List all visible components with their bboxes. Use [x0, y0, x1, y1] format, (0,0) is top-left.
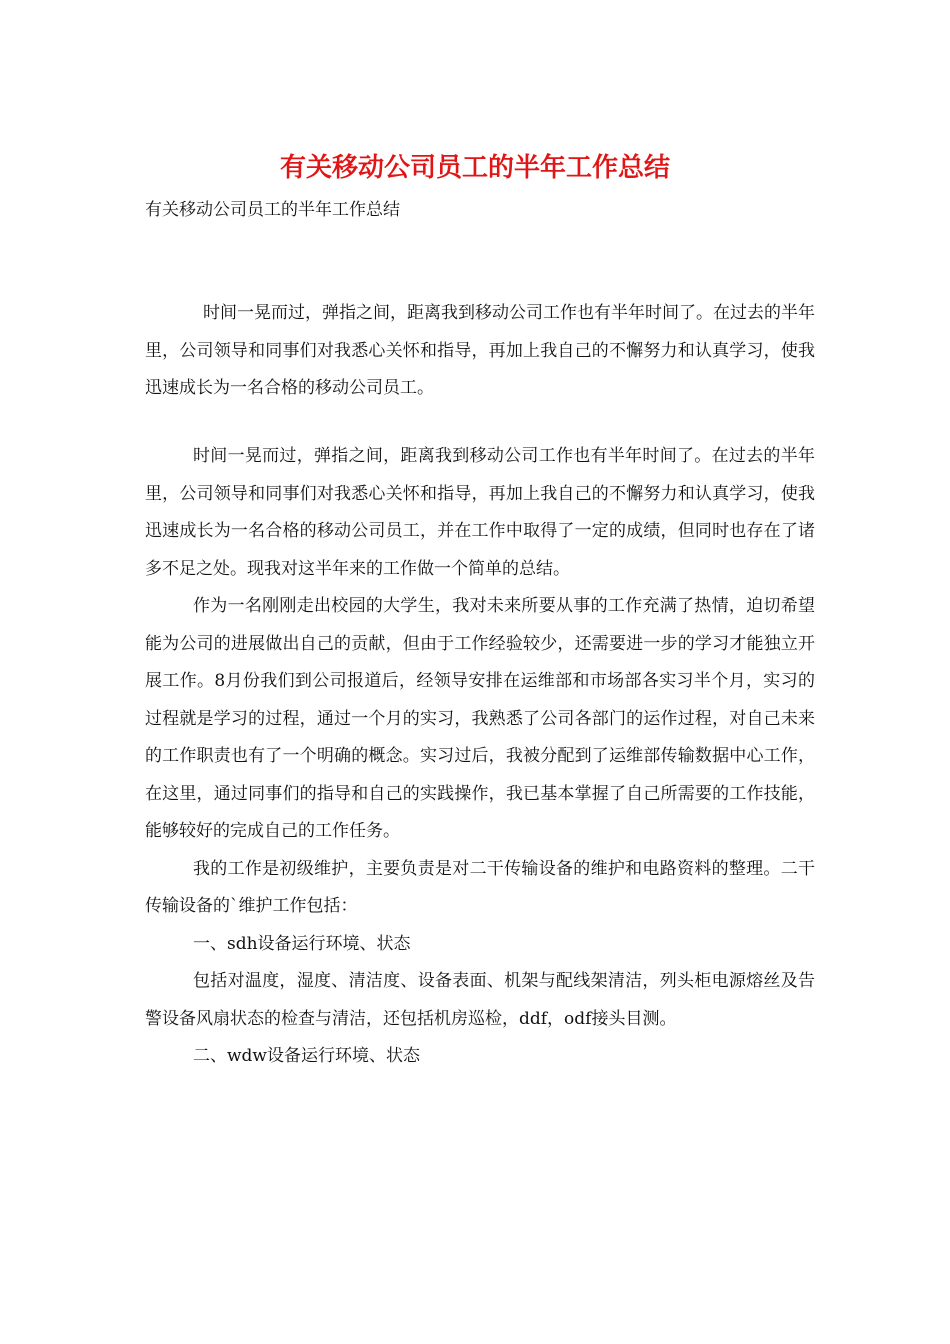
- intro-paragraph: 时间一晃而过，弹指之间，距离我到移动公司工作也有半年时间了。在过去的半年里，公司领导和同事们对我悉心关怀和指导，再加上我自己的不懈努力和认真学习，使我迅速成长为一名合格的移动公司员工。: [145, 303, 815, 398]
- body-paragraph-3: 我的工作是初级维护，主要负责是对二干传输设备的维护和电路资料的整理。二干传输设备的`维护工作包括：: [145, 858, 815, 916]
- section-heading-sdh: 一、sdh设备运行环境、状态: [193, 933, 411, 954]
- section-heading-wdw: 二、wdw设备运行环境、状态: [193, 1046, 420, 1066]
- body-section: [145, 438, 815, 1076]
- intro-section: [145, 295, 815, 408]
- body-paragraph-1: 时间一晃而过，弹指之间，距离我到移动公司工作也有半年时间了。在过去的半年里，公司领导和同事们对我悉心关怀和指导，再加上我自己的不懈努力和认真学习，使我迅速成长为一名合格的移动公司员工，并在工作中取得了一定的成绩，但同时也存在了诸多不足之处。现我对这半年来的工作做一个简单的总结。: [145, 446, 815, 579]
- body-paragraph-sdh-detail: 包括对温度，湿度、清洁度、设备表面、机架与配线架清洁，列头柜电源熔丝及告警设备风扇状态的检查与清洁，还包括机房巡检，ddf，odf接头目测。: [145, 971, 815, 1029]
- document-subtitle: 有关移动公司员工的半年工作总结: [145, 200, 400, 220]
- document-title: 有关移动公司员工的半年工作总结: [279, 153, 670, 183]
- body-paragraph-2: 作为一名刚刚走出校园的大学生，我对未来所要从事的工作充满了热情，迫切希望能为公司的进展做出自己的贡献，但由于工作经验较少，还需要进一步的学习才能独立开展工作。8月份我们到公司报道后，经领导安排在运维部和市场部各实习半个月，实习的过程就是学习的过程，通过一个月的实习，我熟悉了公司各部门的运作过程，对自己未来的工作职责也有了一个明确的概念。实习过后，我被分配到了运维部传输数据中心工作，在这里，通过同事们的指导和自己的实践操作，我已基本掌握了自己所需要的工作技能，能够较好的完成自己的工作任务。: [145, 596, 815, 841]
